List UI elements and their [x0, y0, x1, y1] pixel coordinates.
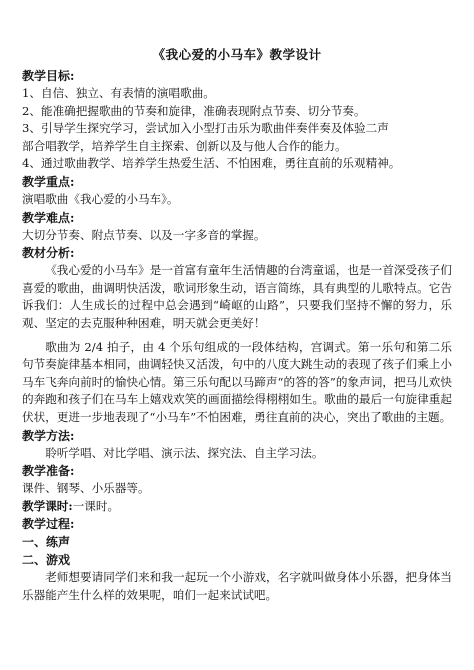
periods-text: 一课时。	[72, 498, 120, 513]
difficulties-heading: 教学难点:	[22, 210, 75, 225]
objective-item-4: 4、通过歌曲教学、培养学生热爱生活、不怕困难，勇往直前的乐观精神。	[22, 156, 401, 171]
key-points-text: 演唱歌曲《我心爱的小马车》。	[22, 191, 179, 206]
process-paragraph: 老师想要请同学们来和我一起玩一个小游戏，名字就叫做身体小乐器，把身体当乐器能产生什么样的效果呢，咱们一起来试试吧。	[22, 570, 452, 602]
preparation-heading: 教学准备:	[22, 464, 75, 479]
analysis-paragraph-1: 《我心爱的小马车》是一首富有童年生活情趣的台湾童谣，也是一首深受孩子们喜爱的歌曲，曲调明快活泼，歌词形象生动，语言简练，具有典型的儿歌特点。它告诉我们：人生成长的过程中总会遇到“崎岖的山路”，只要我们坚持不懈的努力，乐观、坚定的去克服种种困难，明天就会更美好！	[22, 263, 452, 330]
analysis-paragraph-2: 歌曲为 2/4 拍子，由 4 个乐句组成的一段体结构，宫调式。第一乐句和第二乐句节奏旋律基本相同，曲调轻快又活泼，句中的八度大跳生动的表现了孩子们乘上小马车飞奔向前时的愉快心情。第三乐句配以马蹄声“的答的答”的象声词，把马儿欢快的奔跑和孩子们在马车上嬉戏欢笑的画面描绘得栩栩如生。歌曲的最后一句旋律重起伏状，更进一步地表现了“小马车”不怕困难，勇往直前的决心，突出了歌曲的主题。	[22, 339, 452, 424]
document-title: 《我心爱的小马车》教学设计	[152, 47, 322, 62]
objective-item-2: 2、能准确把握歌曲的节奏和旋律，准确表现附点节奏、切分节奏。	[22, 103, 366, 118]
process-heading: 教学过程:	[22, 517, 75, 532]
analysis-heading: 教材分析:	[22, 246, 75, 261]
objective-item-1: 1、自信、独立、有表情的演唱歌曲。	[22, 86, 215, 100]
preparation-text: 课件、钢琴、小乐器等。	[22, 481, 150, 496]
process-step-1: 一、练声	[22, 535, 71, 550]
objectives-heading: 教学目标:	[22, 69, 75, 83]
objective-item-3: 3、引导学生探究学习，尝试加入小型打击乐为歌曲伴奏伴奏及体验二声	[22, 121, 389, 136]
methods-heading: 教学方法:	[22, 428, 75, 443]
periods-line	[22, 498, 452, 516]
objective-item-3-continued: 部合唱教学，培养学生自主探索、创新以及与他人合作的能力。	[22, 138, 347, 153]
difficulties-text: 大切分节奏、附点节奏、以及一字多音的掌握。	[22, 227, 266, 242]
methods-text: 聆听学唱、对比学唱、演示法、探究法、自主学习法。	[45, 445, 324, 460]
process-step-2: 二、游戏	[22, 553, 71, 568]
key-points-heading: 教学重点:	[22, 174, 75, 189]
periods-heading: 教学课时:	[22, 498, 73, 513]
